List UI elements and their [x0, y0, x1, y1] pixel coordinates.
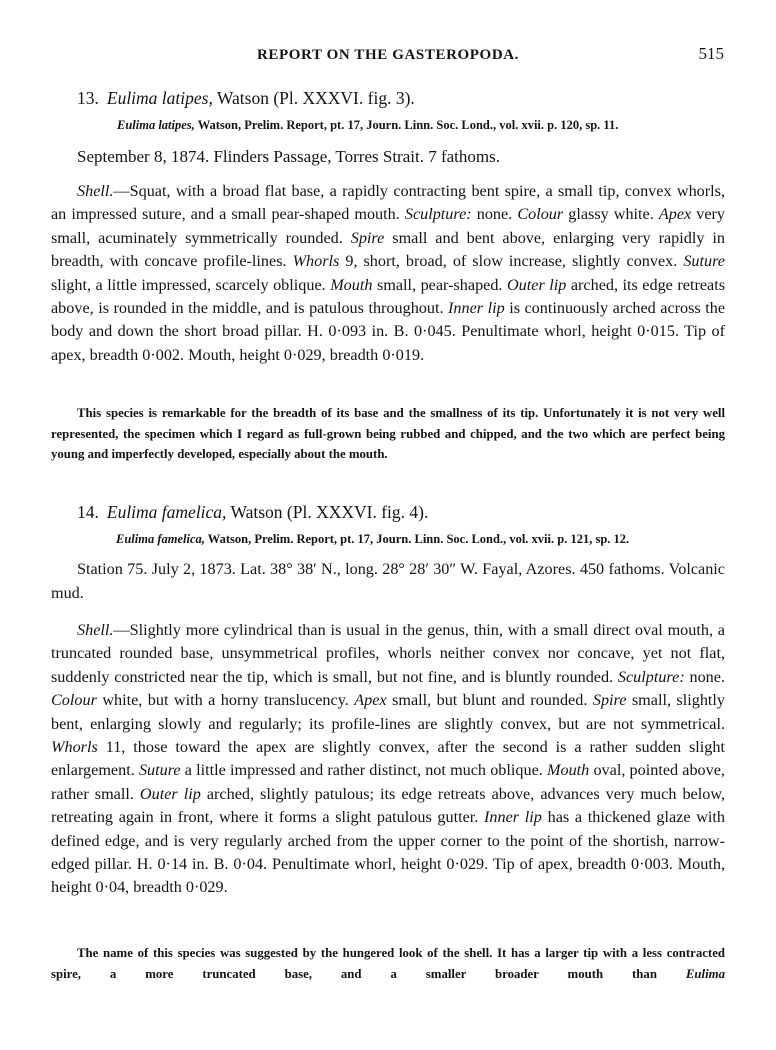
- text-run: arched, slightly patulous; its edge retreats above, advances very much below, retreating again in front, where it forms a slight patulous gutter.: [51, 784, 726, 827]
- species-14-description: [51, 619, 725, 900]
- text-run: small, but blunt and rounded.: [386, 691, 593, 710]
- italic-term: Apex: [354, 691, 387, 710]
- text-run: This species is remarkable for the breadth of its base and the smallness of its tip. Unfortunately it is not very well represented, the specimen which I regard as full-grown being rubbed and chipped, and the two which are perfect being young and imperfectly developed, especially about the mouth.: [51, 406, 725, 462]
- text-run: is continuously arched across the body and down the short broad pillar. H. 0·093 in. B. 0·045. Penultimate whorl, height 0·015. Tip of apex, breadth 0·002. Mouth, height 0·029, breadth 0·019.: [51, 299, 725, 364]
- text-run: 9, short, broad, of slow increase, slightly convex.: [339, 252, 684, 271]
- italic-term: Outer lip: [139, 784, 201, 803]
- italic-term: Colour: [51, 691, 97, 710]
- species-14-number: 14.: [77, 502, 99, 522]
- species-13-description: [51, 180, 725, 367]
- italic-term: Apex: [658, 205, 692, 224]
- italic-term: Spire: [350, 228, 385, 247]
- italic-term: Whorls: [51, 738, 98, 757]
- text-run: small, pear-shaped.: [372, 275, 507, 294]
- text-run: white, but with a horny translucency.: [96, 691, 355, 710]
- italic-term: Shell.: [77, 182, 114, 200]
- italic-term: Inner lip: [484, 808, 542, 827]
- italic-term: Suture: [138, 761, 181, 780]
- text-run: very small, acuminately symmetrically rounded.: [51, 205, 726, 247]
- species-13-ref-text: Watson, Prelim. Report, pt. 17, Journ. Linn. Soc. Lond., vol. xvii. p. 120, sp. 11.: [194, 118, 619, 132]
- species-14-ref-name: Eulima famelica,: [116, 532, 205, 546]
- italic-term: Colour: [517, 205, 564, 224]
- italic-term: Suture: [683, 252, 725, 271]
- page-number: 515: [698, 44, 724, 63]
- italic-term: Mouth: [547, 761, 590, 780]
- species-14-name: Eulima famelica,: [106, 502, 227, 522]
- italic-term: Mouth: [330, 275, 373, 294]
- running-title: REPORT ON THE GASTEROPODA.: [256, 47, 520, 63]
- species-14-authority: Watson (Pl. XXXVI. fig. 4).: [226, 502, 429, 522]
- text-run: small, slightly bent, enlarging slowly and regularly; its profile-lines are slightly convex, but are not symmetrical.: [51, 691, 726, 733]
- text-run: has a thickened glaze with defined edge, and is very regularly arched from the upper corner to the point of the shortish, narrow-edged pillar. H. 0·14 in. B. 0·04. Penultimate whorl, height 0·029. Tip of apex, breadth 0·003. Mouth, height 0·04, breadth 0·029.: [51, 808, 725, 897]
- italic-term: Whorls: [292, 252, 340, 271]
- species-13-authority: Watson (Pl. XXXVI. fig. 3).: [212, 88, 415, 108]
- italic-term: Eulima: [685, 966, 725, 981]
- italic-term: Sculpture:: [404, 205, 472, 224]
- italic-term: Sculpture:: [617, 667, 685, 686]
- italic-term: Shell.: [77, 621, 114, 639]
- text-run: The name of this species was suggested by the hungered look of the shell. It has a larger tip with a less contracted spire, a more truncated base, and a smaller broader mouth than: [51, 946, 725, 981]
- text-run: slight, a little impressed, scarcely oblique.: [51, 275, 331, 294]
- italic-term: Inner lip: [448, 299, 505, 318]
- text-run: arched, its edge retreats above, is rounded in the middle, and is patulous throughout.: [51, 275, 725, 318]
- species-13-reference: [117, 118, 618, 133]
- text-run: none.: [471, 205, 518, 224]
- text-run: small and bent above, enlarging very rapidly in breadth, with concave profile-lines.: [51, 228, 725, 271]
- running-head: [0, 46, 776, 66]
- text-run: —Slightly more cylindrical than is usual in the genus, thin, with a small direct oval mouth, a truncated rounded base, unsymmetrical profiles, whorls neither convex nor concave, yet not flat, suddenly constricted near the tip, which is small, but not fine, and is bluntly rounded.: [51, 621, 725, 686]
- species-13-note: [51, 403, 725, 465]
- species-13-name: Eulima latipes,: [106, 88, 213, 108]
- text-run: —Squat, with a broad flat base, a rapidly contracting bent spire, a small tip, convex whorls, an impressed suture, and a small pear-shaped mouth.: [51, 182, 725, 224]
- species-13-number: 13.: [77, 88, 99, 108]
- species-13-station: September 8, 1874. Flinders Passage, Torres Strait. 7 fathoms.: [77, 147, 500, 166]
- italic-term: Outer lip: [506, 275, 567, 294]
- species-13-ref-name: Eulima latipes,: [117, 118, 195, 132]
- text-run: glassy white.: [563, 205, 659, 224]
- italic-term: Spire: [592, 691, 627, 710]
- text-run: oval, pointed above, rather small.: [51, 761, 725, 803]
- species-14-reference: [116, 532, 629, 547]
- species-14-note: [51, 943, 725, 984]
- species-14-station: Station 75. July 2, 1873. Lat. 38° 38′ N., long. 28° 28′ 30″ W. Fayal, Azores. 450 fathoms. Volcanic mud.: [51, 560, 725, 602]
- text-run: none.: [684, 667, 725, 686]
- species-14-heading: [77, 502, 428, 523]
- species-14-ref-text: Watson, Prelim. Report, pt. 17, Journ. Linn. Soc. Lond., vol. xvii. p. 121, sp. 12.: [204, 532, 630, 546]
- text-run: 11, those toward the apex are slightly convex, after the second is a rather sudden slight enlargement.: [51, 738, 725, 780]
- species-13-heading: [77, 88, 415, 109]
- text-run: a little impressed and rather distinct, not much oblique.: [180, 761, 547, 780]
